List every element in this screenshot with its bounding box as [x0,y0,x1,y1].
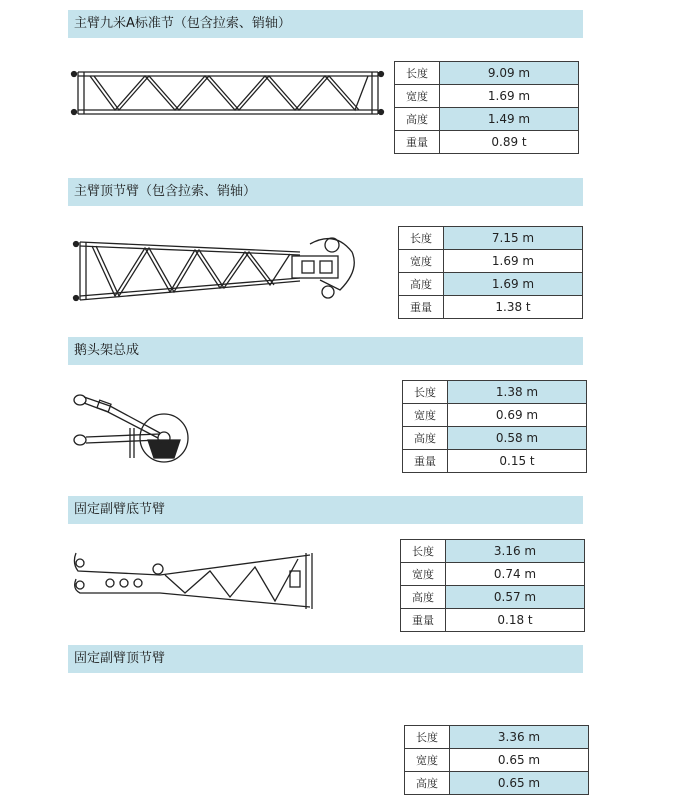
spec-label: 宽度 [403,404,448,427]
spec-value: 1.38 t [444,296,583,319]
spec-label: 长度 [401,540,446,563]
spec-value: 0.74 m [446,563,585,586]
spec-value: 0.18 t [446,609,585,632]
fixed-jib-base-drawing [70,545,322,613]
spec-value: 0.57 m [446,586,585,609]
spec-label: 长度 [399,227,444,250]
spec-label: 宽度 [399,250,444,273]
spec-label: 重量 [403,450,448,473]
spec-value: 9.09 m [440,62,579,85]
section-title-main-boom-top: 主臂顶节臂（包含拉索、销轴） [68,178,583,206]
spec-label: 宽度 [405,749,450,772]
section-title-main-boom-9m: 主臂九米A标准节（包含拉索、销轴） [68,10,583,38]
spec-label: 高度 [395,108,440,131]
spec-value: 7.15 m [444,227,583,250]
spec-table-gooseneck [402,380,587,473]
section-title-fixed-jib-top: 固定副臂顶节臂 [68,645,583,673]
spec-label: 高度 [405,772,450,795]
spec-value: 1.69 m [444,273,583,296]
spec-value: 1.69 m [440,85,579,108]
spec-value: 0.65 m [450,749,589,772]
spec-value: 1.38 m [448,381,587,404]
spec-value: 1.49 m [440,108,579,131]
spec-label: 重量 [399,296,444,319]
spec-table-main-boom-top [398,226,583,319]
spec-value: 0.69 m [448,404,587,427]
spec-label: 宽度 [395,85,440,108]
spec-label: 重量 [401,609,446,632]
spec-label: 长度 [405,726,450,749]
main-boom-top-drawing [70,230,360,310]
spec-label: 宽度 [401,563,446,586]
spec-label: 高度 [401,586,446,609]
spec-label: 高度 [399,273,444,296]
spec-label: 高度 [403,427,448,450]
spec-value: 1.69 m [444,250,583,273]
spec-value: 3.36 m [450,726,589,749]
spec-value: 0.89 t [440,131,579,154]
spec-label: 重量 [395,131,440,154]
section-title-fixed-jib-base: 固定副臂底节臂 [68,496,583,524]
main-boom-9m-drawing [70,62,385,122]
spec-table-fixed-jib-top [404,725,589,795]
spec-table-main-boom-9m [394,61,579,154]
spec-value: 0.58 m [448,427,587,450]
spec-table-fixed-jib-base [400,539,585,632]
spec-value: 0.65 m [450,772,589,795]
section-title-gooseneck: 鹅头架总成 [68,337,583,365]
spec-label: 长度 [403,381,448,404]
gooseneck-drawing [70,388,200,468]
spec-value: 0.15 t [448,450,587,473]
spec-value: 3.16 m [446,540,585,563]
spec-label: 长度 [395,62,440,85]
